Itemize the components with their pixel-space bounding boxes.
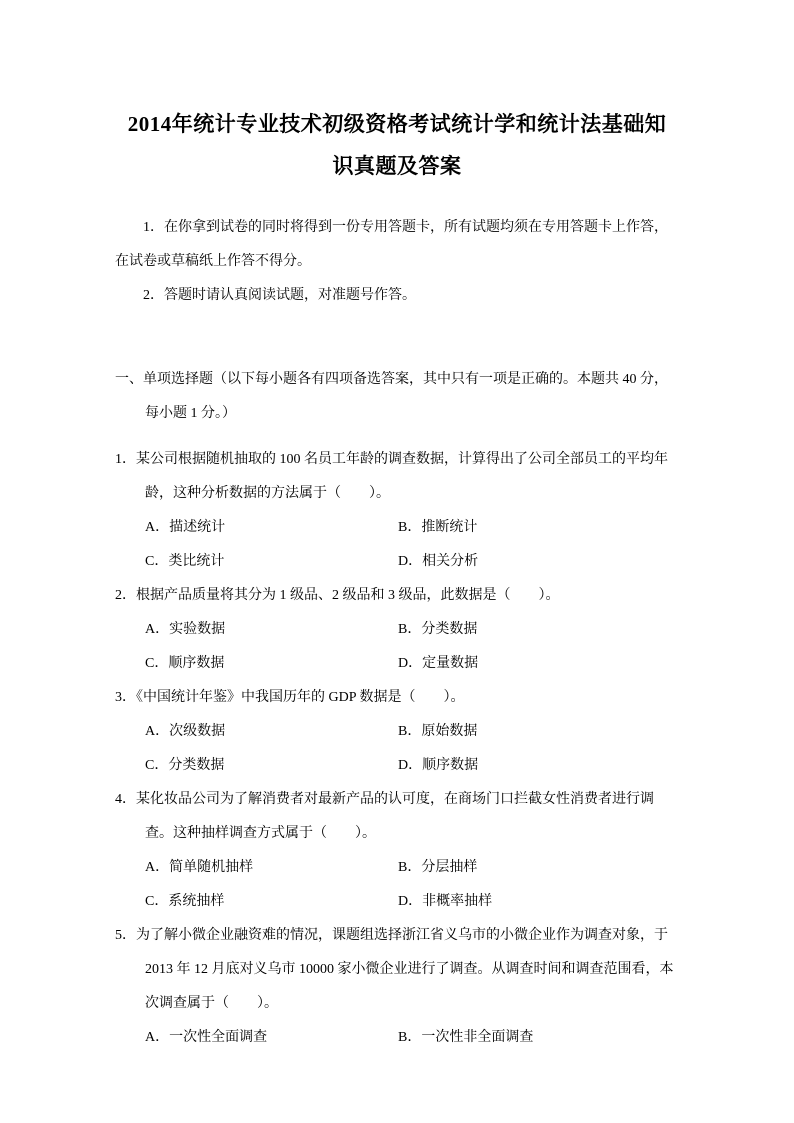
question-option-a: A．次级数据 (145, 724, 226, 739)
question-option-d: D．定量数据 (398, 656, 479, 671)
question-stem: 3．《中国统计年鉴》中我国历年的 GDP 数据是（ ）。 (115, 690, 465, 705)
question-option-a: A．描述统计 (145, 520, 226, 535)
section-title: 一、单项选择题（以下每小题各有四项备选答案，其中只有一项是正确的。本题共 40 分，每小题 1 分。） (115, 372, 668, 421)
question-option-d: D．相关分析 (398, 554, 479, 569)
question-option-c: C．分类数据 (145, 758, 225, 773)
question-option-a: A．简单随机抽样 (145, 860, 254, 875)
question-option-b: B．分类数据 (398, 622, 478, 637)
question-4 (115, 783, 679, 919)
question-options (145, 1021, 679, 1055)
question-2 (115, 579, 679, 681)
question-option-b: B．原始数据 (398, 724, 478, 739)
question-stem: 2．根据产品质量将其分为 1 级品、2 级品和 3 级品，此数据是（ ）。 (115, 588, 560, 603)
question-options (145, 715, 679, 783)
question-option-a: A．一次性全面调查 (145, 1030, 268, 1045)
question-option-b: B．推断统计 (398, 520, 478, 535)
question-5 (115, 919, 679, 1055)
instruction-paragraph-1: 1．在你拿到试卷的同时将得到一份专用答题卡，所有试题均须在专用答题卡上作答，在试卷或草稿纸上作答不得分。 (115, 220, 668, 269)
question-option-c: C．顺序数据 (145, 656, 225, 671)
question-3 (115, 681, 679, 783)
question-stem: 5．为了解小微企业融资难的情况，课题组选择浙江省义乌市的小微企业作为调查对象，于 2013 年 12 月底对义乌市 10000 家小微企业进行了调查。从调查时间和调查范围看，本次调查属于（ ）。 (115, 928, 674, 1011)
question-stem: 1．某公司根据随机抽取的 100 名员工年龄的调查数据，计算得出了公司全部员工的平均年龄，这种分析数据的方法属于（ ）。 (115, 452, 668, 501)
question-stem: 4．某化妆品公司为了解消费者对最新产品的认可度，在商场门口拦截女性消费者进行调查。这种抽样调查方式属于（ ）。 (115, 792, 654, 841)
question-option-a: A．实验数据 (145, 622, 226, 637)
question-options (145, 613, 679, 681)
question-option-b: B．分层抽样 (398, 860, 478, 875)
question-options (145, 851, 679, 919)
question-1 (115, 443, 679, 579)
question-option-b: B．一次性非全面调查 (398, 1030, 534, 1045)
instruction-paragraph-2: 2．答题时请认真阅读试题，对准题号作答。 (143, 288, 416, 303)
question-option-c: C．类比统计 (145, 554, 225, 569)
question-option-d: D．非概率抽样 (398, 894, 493, 909)
question-option-c: C．系统抽样 (145, 894, 225, 909)
question-options (145, 511, 679, 579)
document-title: 2014年统计专业技术初级资格考试统计学和统计法基础知识真题及答案 (127, 112, 667, 178)
question-option-d: D．顺序数据 (398, 758, 479, 773)
question-list (115, 443, 679, 1055)
exam-instructions (115, 211, 679, 313)
